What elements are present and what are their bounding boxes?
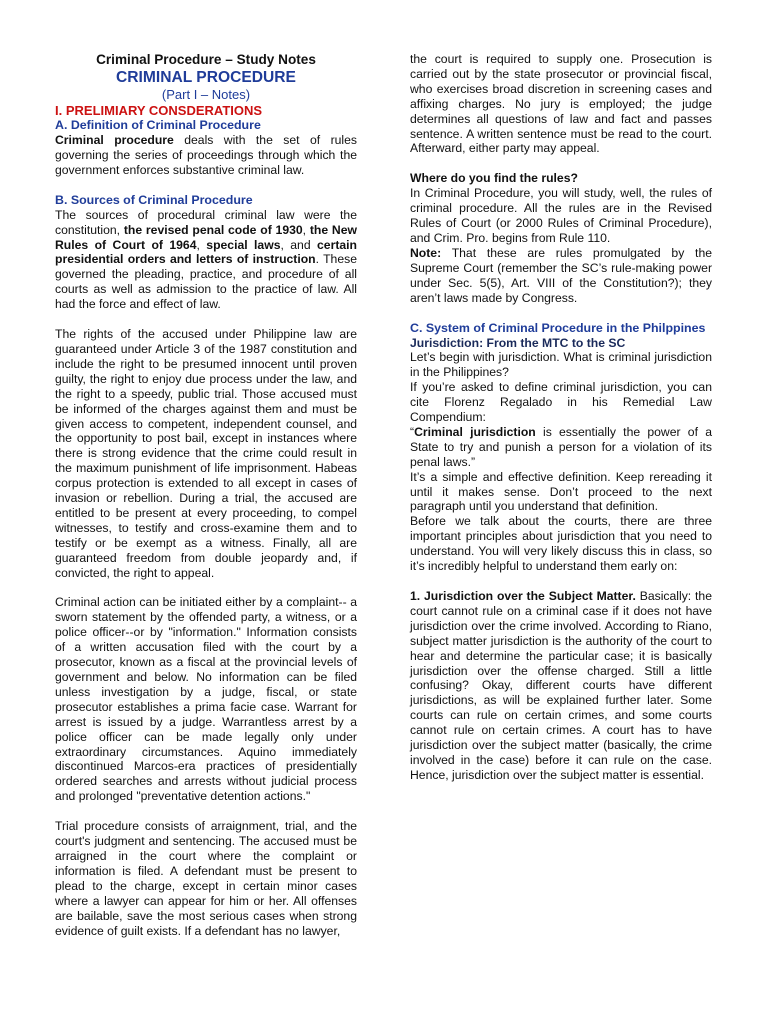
where-rules-heading: [410, 171, 712, 186]
main-title: CRIMINAL PROCEDURE: [116, 69, 296, 86]
subheading-sources: B. Sources of Criminal Procedure: [55, 192, 253, 207]
where-rules-paragraph: In Criminal Procedure, you will study, well, the rules of criminal procedure. All the rules are in the Revised Rules of Court (or 2000 Rules of Criminal Procedure), and Crim. Pro. begins from Rule 110.: [410, 186, 712, 245]
jurisdiction-heading: Jurisdiction: From the MTC to the SC: [410, 335, 626, 350]
jurisdiction-reread: It’s a simple and effective definition. Keep rereading it until it makes sense. Don’t proceed to the next paragraph until you understand that definition.: [410, 469, 712, 514]
subheading-definition: A. Definition of Criminal Procedure: [55, 118, 261, 132]
note-paragraph: [410, 246, 712, 306]
part-title: (Part I – Notes): [161, 87, 251, 102]
sources-bold-3: special laws: [206, 237, 281, 252]
subject-matter-text: Basically: the court cannot rule on a criminal case if it does not have jurisdiction over the crime involved. According to Riano, subject matter jurisdiction is the authority of the court to hear and determine the particular case; it is basically jurisdiction over the offense charged. Still a little confusing? Okay, different courts have different jurisdictions, as will be explained further later. Some courts can rule on certain crimes, and some courts cannot rule on certain crimes. A court has to have jurisdiction over the subject matter (basically, the crime involved in the case) before it can rule on the case. Hence, jurisdiction over the subject matter is essential.: [410, 589, 712, 782]
right-column: [410, 52, 712, 783]
quote-open: “: [410, 424, 415, 439]
jurisdiction-intro: Let’s begin with jurisdiction. What is criminal jurisdiction in the Philippines?: [410, 350, 712, 380]
criminal-action-paragraph: Criminal action can be initiated either by a complaint-- a sworn statement by the offended party, a witness, or a police officer--or by "information." Information consists of a written accusation filed with the court by a prosecutor, known as a fiscal at the provincial levels of government and below. No information can be filed unless investigation by a judge, fiscal, or state prosecutor establishes a prima facie case. Warrant for arrest is issued by a judge. Warrantless arrest by a police officer can be made legally only under extraordinary circumstances. Aquino immediately discontinued Marcos-era practices of presidentially ordered searches and arrests without judicial process and prolonged "preventative detention actions.": [55, 595, 357, 804]
sources-paragraph: [55, 208, 357, 312]
subject-matter-heading: 1. Jurisdiction over the Subject Matter.: [410, 589, 636, 603]
quote-term: Criminal jurisdiction: [414, 424, 536, 439]
subject-matter-paragraph: [410, 589, 712, 783]
note-text: That these are rules promulgated by the Supreme Court (remember the SC’s rule-making power under Sec. 5(5), Art. VIII of the Constitution?); they aren’t laws made by Congress.: [410, 245, 712, 305]
quote-text: is essentially the power of a State to try and punish a person for a violation of its penal laws.”: [410, 424, 712, 469]
where-rules-heading-text: Where do you find the rules?: [410, 171, 578, 186]
note-label: Note:: [410, 245, 442, 260]
jurisdiction-principles: Before we talk about the courts, there are three important principles about jurisdiction that you need to understand. You will very likely discuss this in class, so it’s incredibly helpful to understand them early on:: [410, 514, 712, 574]
sources-bold-4: certain presidential orders and letters of instruction: [55, 237, 357, 267]
sources-text-1: The sources of procedural criminal law were the constitution,: [55, 207, 357, 237]
definition-term: Criminal procedure: [55, 133, 174, 147]
sources-text-3: ,: [196, 237, 207, 252]
subheading-system: C. System of Criminal Procedure in the Philppines: [410, 320, 706, 335]
sources-bold-2: the New Rules of Court of 1964: [55, 222, 357, 252]
sources-text-5: . These governed the pleading, practice, and procedure of all courts as well as admission to the practice of law. All had the force and effect of law.: [55, 252, 357, 312]
left-column: [55, 52, 357, 938]
rights-paragraph: The rights of the accused under Philippine law are guaranteed under Article 3 of the 1987 constitution and include the right to be presumed innocent until proven guilty, the right to enjoy due process under the law, and the right to a speedy, public trial. Those accused must be informed of the charges against them and must be given access to competent, independent counsel, and the opportunity to post bail, except in instances where there is strong evidence that the crime could result in the maximum punishment of life imprisonment. Habeas corpus protection is extended to all except in cases of invasion or rebellion. During a trial, the accused are entitled to be present at every proceeding, to compel witnesses, to testify and cross-examine them and to testify or be exempt as a witness. Finally, all are guaranteed freedom from double jeopardy and, if convicted, the right to appeal.: [55, 327, 357, 580]
sources-text-4: , and: [280, 237, 318, 252]
document-title: Criminal Procedure – Study Notes: [96, 52, 316, 67]
jurisdiction-quote: [410, 425, 712, 470]
jurisdiction-define: If you’re asked to define criminal jurisdiction, you can cite Florenz Regalado in his Remedial Law Compendium:: [410, 380, 712, 425]
sources-text-2: ,: [302, 222, 310, 237]
continued-paragraph: the court is required to supply one. Prosecution is carried out by the state prosecutor or provincial fiscal, who exercises broad discretion in screening cases and affixing charges. No jury is employed; the judge determines all questions of law and fact and passes sentence. A written sentence must be read to the court. Afterward, either party may appeal.: [410, 52, 712, 156]
definition-text: deals with the set of rules governing the series of proceedings through which the government enforces substantive criminal law.: [55, 133, 357, 177]
trial-procedure-paragraph: Trial procedure consists of arraignment, trial, and the court's judgment and sentencing. The accused must be arraigned in the court where the complaint or information is filed. A defendant must be present to plead to the charge, except in certain minor cases where a lawyer can appear for him or her. All offenses are bailable, save the most serious cases when strong evidence of guilt exists. If a defendant has no lawyer,: [55, 819, 357, 938]
sources-bold-1: the revised penal code of 1930: [123, 222, 303, 237]
section-heading-preliminary: I. PRELIMIARY CONSDERATIONS: [55, 103, 263, 118]
definition-paragraph: [55, 133, 357, 178]
